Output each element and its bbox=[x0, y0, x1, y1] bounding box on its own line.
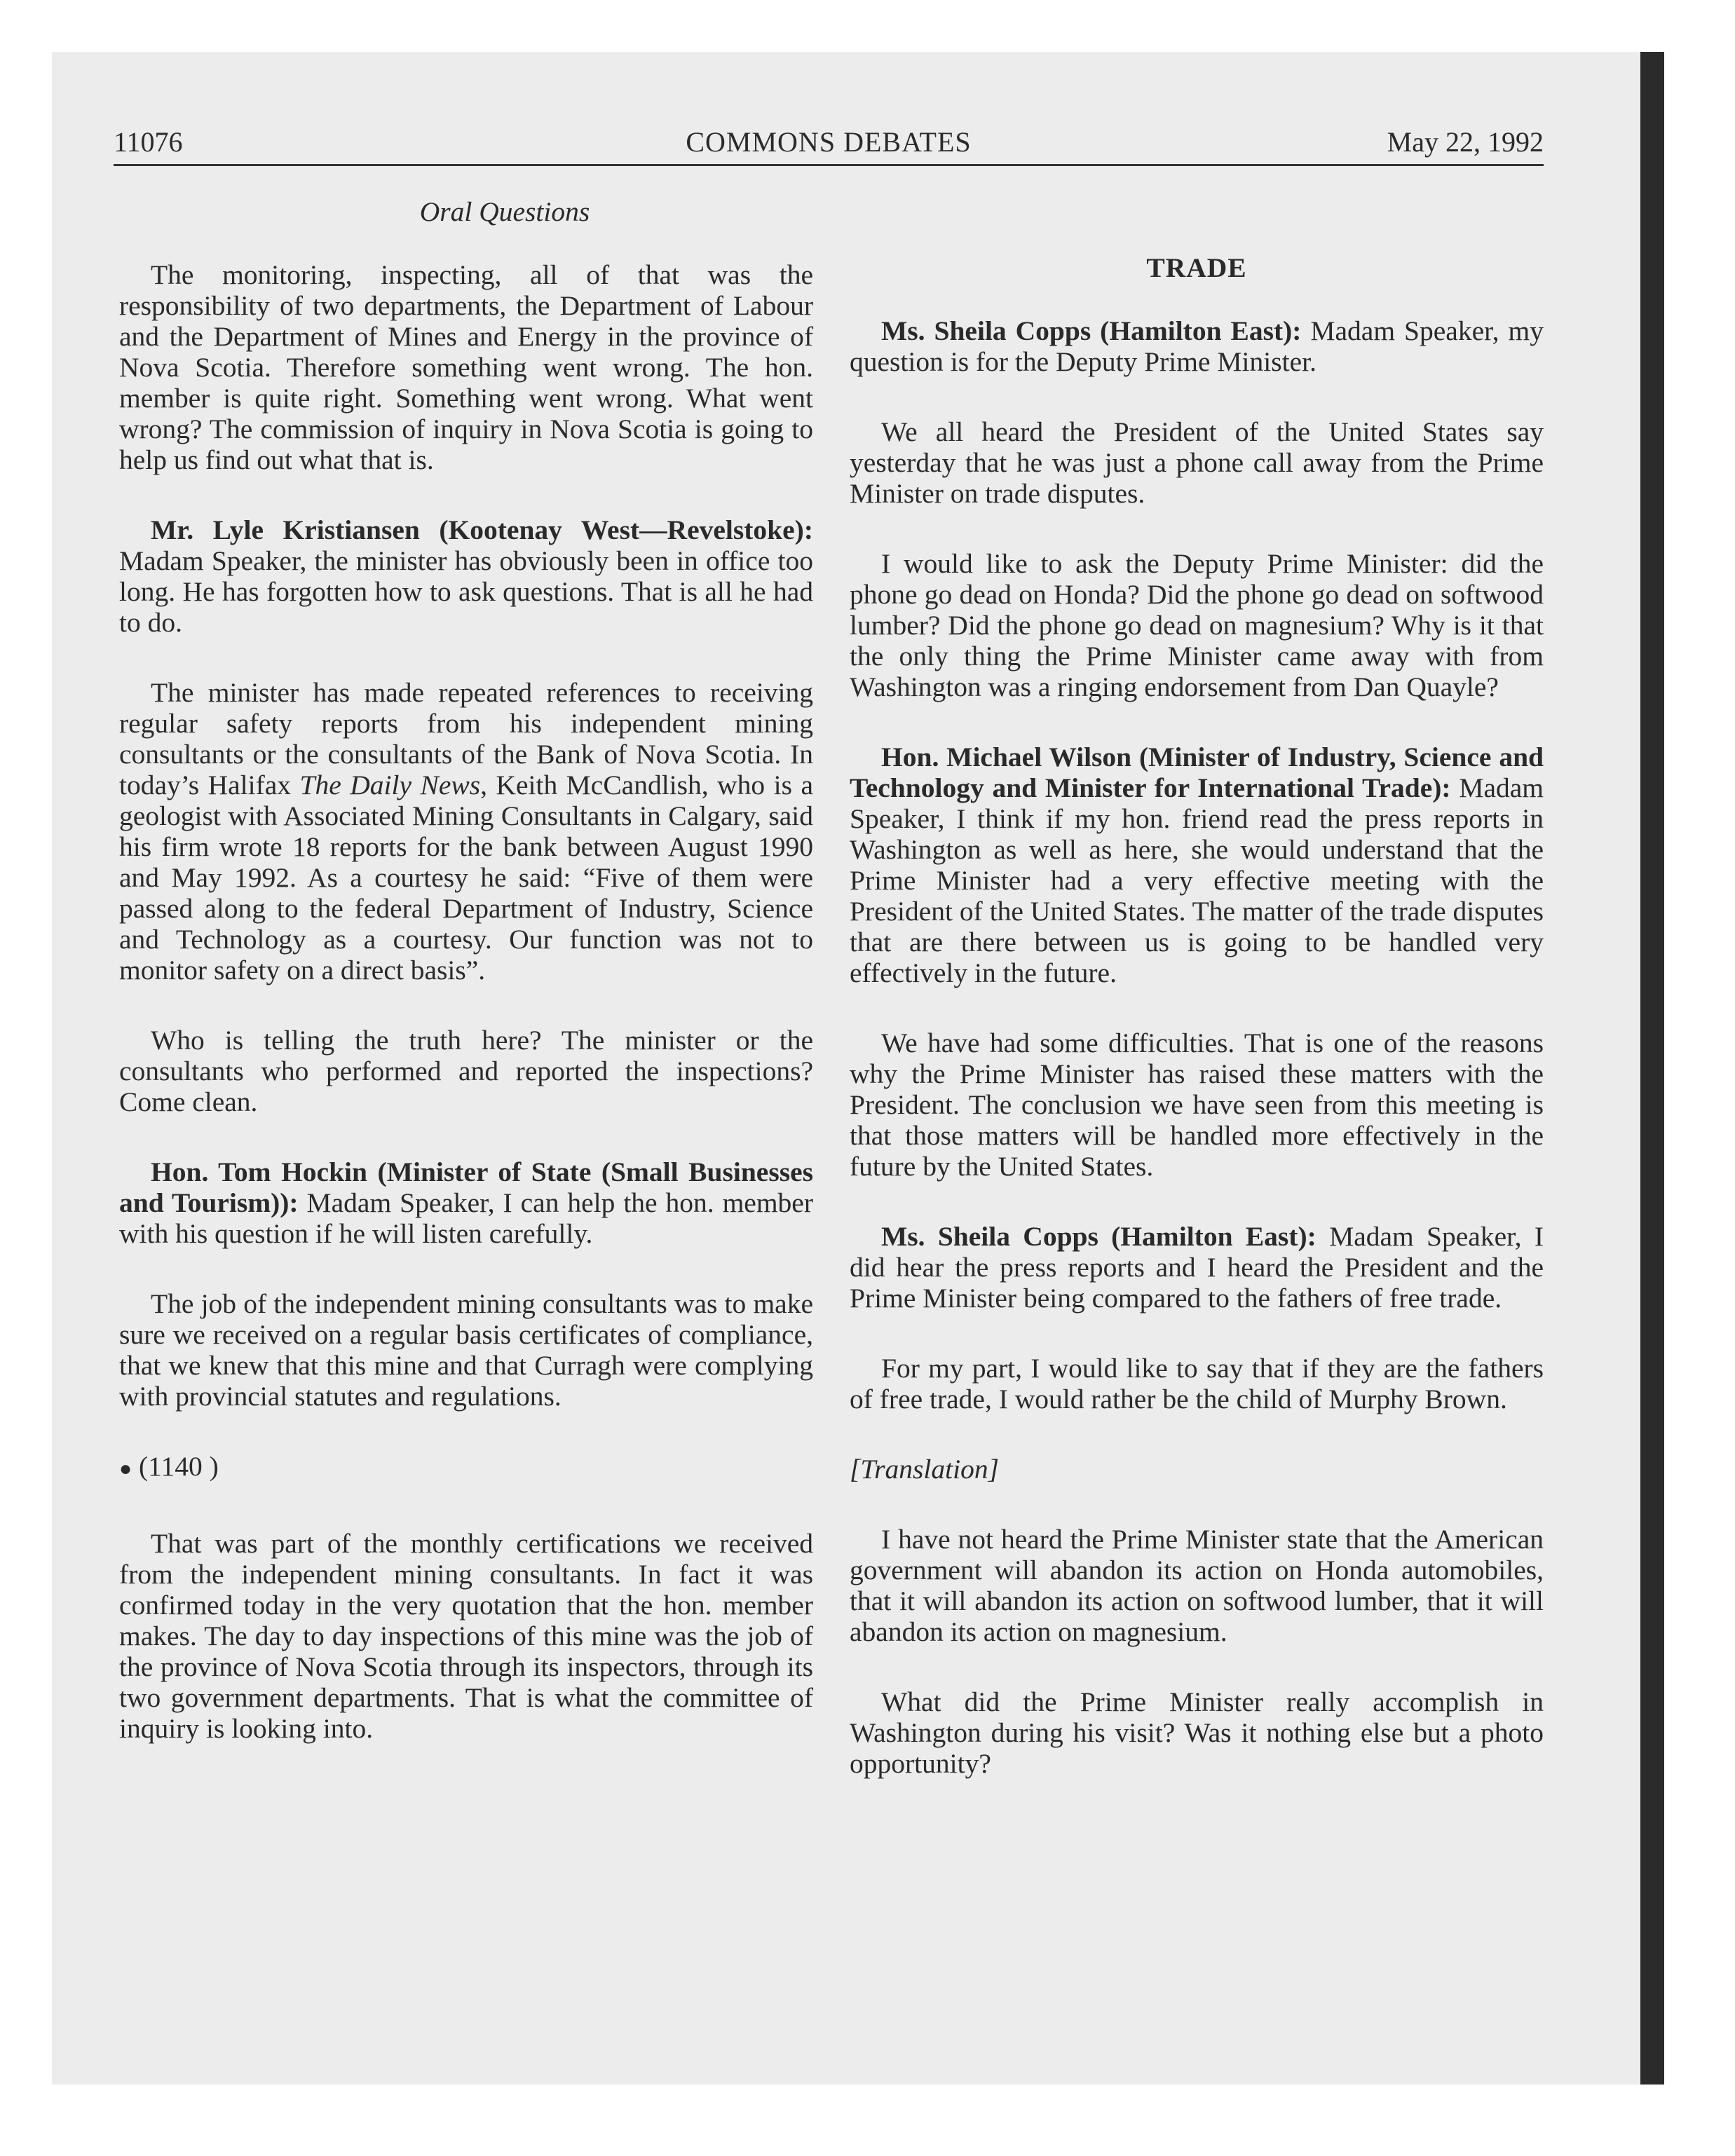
publication-title: COMMONS DEBATES bbox=[686, 126, 972, 158]
paragraph: Who is telling the truth here? The minister or the consultants who performed and reported the inspections? Come clean. bbox=[119, 1025, 813, 1117]
speaker-name: Ms. Sheila Copps (Hamilton East): bbox=[881, 1221, 1316, 1252]
newspaper-title: The Daily News bbox=[299, 770, 481, 800]
left-column bbox=[119, 189, 813, 1783]
bullet-icon: ● bbox=[119, 1457, 132, 1480]
speaker-name: Mr. Lyle Kristiansen (Kootenay West—Revelstoke): bbox=[151, 514, 813, 545]
paragraph: I would like to ask the Deputy Prime Minister: did the phone go dead on Honda? Did the phone go dead on softwood lumber? Did the phone go dead on magnesium? Why is it that the only thing the Prime Minister came away with from Washington was a ringing endorsement from Dan Quayle? bbox=[850, 548, 1544, 702]
section-heading: TRADE bbox=[1146, 252, 1247, 283]
paragraph: The job of the independent mining consultants was to make sure we received on a regular basis certificates of compliance, that we knew that this mine and that Curragh were complying with provincial statutes and regulations. bbox=[119, 1288, 813, 1412]
paragraph: The monitoring, inspecting, all of that was the responsibility of two departments, the Department of Labour and the Department of Mines and Energy in the province of Nova Scotia. Therefore something went wrong. The hon. member is quite right. Something went wrong. What went wrong? The commission of inquiry in Nova Scotia is going to help us find out what that is. bbox=[119, 259, 813, 475]
time-marker-text: (1140 ) bbox=[139, 1451, 219, 1482]
speaker-name: Hon. Michael Wilson (Minister of Industry, Science and Technology and Minister for International Trade): bbox=[850, 742, 1544, 803]
paragraph-text: , Keith McCandlish, who is a geologist with Associated Mining Consultants in Calgary, said his firm wrote 18 reports for the bank between August 1990 and May 1992. As a courtesy he said: “Five of them were passed along to the federal Department of Industry, Science and Technology as a courtesy. Our function was not to monitor safety on a direct basis”. bbox=[119, 770, 814, 985]
scan-edge-shadow bbox=[1640, 52, 1664, 2085]
paragraph: For my part, I would like to say that if they are the fathers of free trade, I would rather be the child of Murphy Brown. bbox=[850, 1353, 1544, 1414]
translation-note-text: Translation bbox=[860, 1454, 988, 1485]
speech-text: Madam Speaker, my question is for the Deputy Prime Minister. bbox=[850, 315, 1544, 377]
speech-paragraph bbox=[850, 742, 1544, 988]
paragraph: What did the Prime Minister really accomplish in Washington during his visit? Was it nothing else but a photo opportunity? bbox=[850, 1686, 1544, 1779]
speech-text: Madam Speaker, I think if my hon. friend read the press reports in Washington as well as here, she would understand that the Prime Minister had a very effective meeting with the President of the United States. The matter of the trade disputes that are there between us is going to be handled very effectively in the future. bbox=[850, 772, 1544, 988]
running-header bbox=[114, 125, 1544, 166]
speech-paragraph bbox=[119, 1157, 813, 1249]
paragraph: That was part of the monthly certifications we received from the independent mining consultants. In fact it was confirmed today in the very quotation that the hon. member makes. The day to day inspections of this mine was the job of the province of Nova Scotia through its inspectors, through its two government departments. That is what the committee of inquiry is looking into. bbox=[119, 1528, 813, 1744]
speech-paragraph bbox=[119, 514, 813, 638]
paragraph: We all heard the President of the United States say yesterday that he was just a phone call away from the Prime Minister on trade disputes. bbox=[850, 416, 1544, 509]
publication-date: May 22, 1992 bbox=[1387, 126, 1544, 158]
speech-paragraph bbox=[850, 1221, 1544, 1314]
speech-text: Madam Speaker, I did hear the press reports and I heard the President and the Prime Minister being compared to the fathers of free trade. bbox=[850, 1221, 1544, 1314]
speaker-name: Hon. Tom Hockin (Minister of State (Small Businesses and Tourism)): bbox=[119, 1157, 813, 1218]
speech-text: Madam Speaker, the minister has obviously been in office too long. He has forgotten how to ask questions. That is all he had to do. bbox=[119, 545, 813, 638]
paragraph: I have not heard the Prime Minister state that the American government will abandon its action on Honda automobiles, that it will abandon its action on softwood lumber, that it will abandon its action on magnesium. bbox=[850, 1524, 1544, 1647]
paragraph: We have had some difficulties. That is one of the reasons why the Prime Minister has raised these matters with the President. The conclusion we have seen from this meeting is that those matters will be handled more effectively in the future by the United States. bbox=[850, 1028, 1544, 1182]
speech-text: Madam Speaker, I can help the hon. member with his question if he will listen carefully. bbox=[119, 1187, 813, 1249]
paragraph-text: The minister has made repeated references to receiving regular safety reports from his independent mining consultants or the consultants of the Bank of Nova Scotia. In today’s Halifax bbox=[119, 677, 813, 800]
section-label: Oral Questions bbox=[419, 196, 590, 227]
time-marker bbox=[119, 1451, 813, 1485]
translation-note: [Translation] bbox=[850, 1454, 999, 1485]
right-column bbox=[850, 252, 1544, 1818]
paragraph bbox=[119, 677, 813, 985]
speech-paragraph bbox=[850, 315, 1544, 377]
page-number: 11076 bbox=[114, 126, 183, 158]
speaker-name: Ms. Sheila Copps (Hamilton East): bbox=[881, 315, 1302, 346]
